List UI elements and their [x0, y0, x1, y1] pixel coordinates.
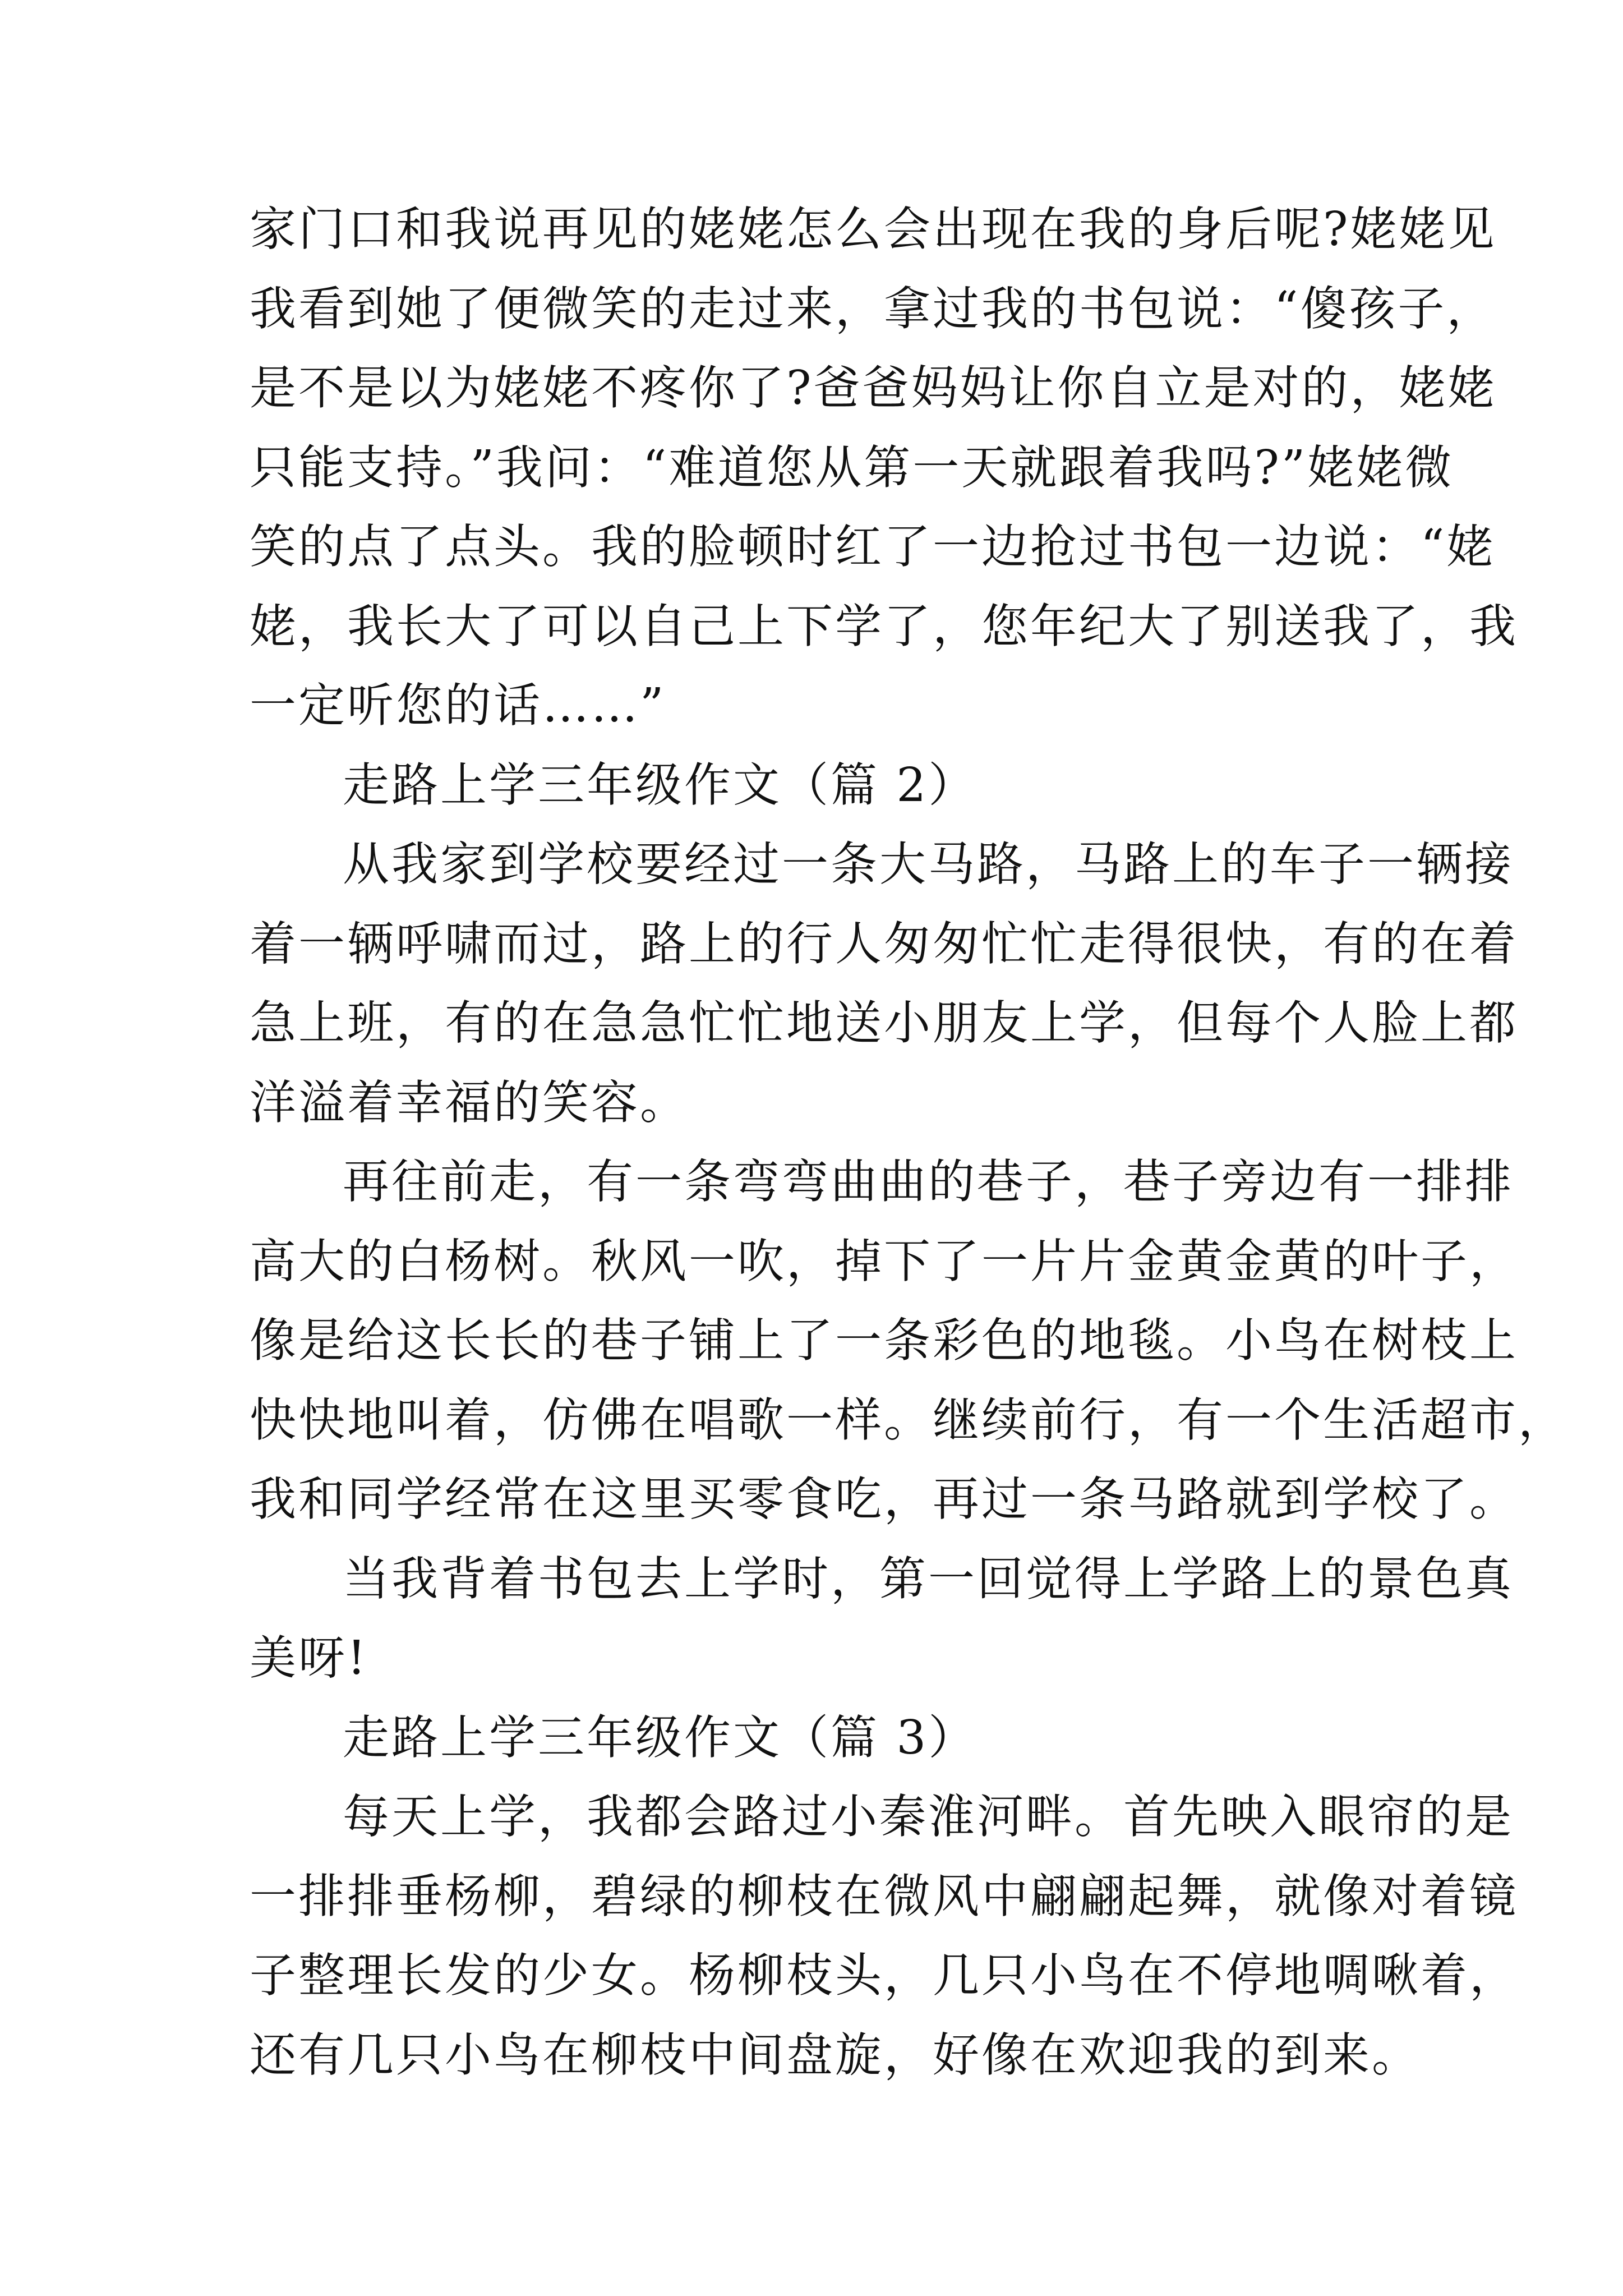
text-line: 子整理长发的少女。杨柳枝头，几只小鸟在不停地啁啾着，: [250, 1948, 1518, 2003]
section-heading: 走路上学三年级作文（篇 2）: [343, 757, 978, 812]
paragraph-start-line: 每天上学，我都会路过小秦淮河畔。首先映入眼帘的是: [343, 1789, 1514, 1844]
text-line: 只能支持。”我问：“难道您从第一天就跟着我吗?”姥姥微: [250, 440, 1454, 495]
text-line: 美呀!: [250, 1631, 368, 1685]
text-line: 高大的白杨树。秋风一吹，掉下了一片片金黄金黄的叶子，: [250, 1234, 1518, 1289]
text-line: 笑的点了点头。我的脸顿时红了一边抢过书包一边说：“姥: [250, 519, 1496, 574]
paragraph-start-line: 当我背着书包去上学时，第一回觉得上学路上的景色真: [343, 1551, 1514, 1606]
text-line: 急上班，有的在急急忙忙地送小朋友上学，但每个人脸上都: [250, 996, 1518, 1050]
text-line: 着一辆呼啸而过，路上的行人匆匆忙忙走得很快，有的在着: [250, 916, 1518, 971]
text-line: 一排排垂杨柳，碧绿的柳枝在微风中翩翩起舞，就像对着镜: [250, 1869, 1518, 1924]
text-line: 我看到她了便微笑的走过来，拿过我的书包说：“傻孩子，: [250, 281, 1496, 336]
text-line: 洋溢着幸福的笑容。: [250, 1075, 689, 1130]
text-line: 还有几只小鸟在柳枝中间盘旋，好像在欢迎我的到来。: [250, 2027, 1421, 2082]
document-body: [250, 190, 1567, 2095]
text-line: 我和同学经常在这里买零食吃，再过一条马路就到学校了。: [250, 1472, 1518, 1526]
paragraph-start-line: 再往前走，有一条弯弯曲曲的巷子，巷子旁边有一排排: [343, 1154, 1514, 1209]
section-heading: 走路上学三年级作文（篇 3）: [343, 1710, 978, 1765]
text-line: 是不是以为姥姥不疼你了?爸爸妈妈让你自立是对的，姥姥: [250, 361, 1497, 415]
text-line: 像是给这长长的巷子铺上了一条彩色的地毯。小鸟在树枝上: [250, 1313, 1518, 1368]
text-line: 家门口和我说再见的姥姥怎么会出现在我的身后呢?姥姥见: [250, 202, 1497, 256]
text-line: 一定听您的话……”: [250, 678, 666, 733]
text-line: 姥，我长大了可以自己上下学了，您年纪大了别送我了，我: [250, 599, 1518, 654]
text-line: 快快地叫着，仿佛在唱歌一样。继续前行，有一个生活超市，: [250, 1392, 1567, 1447]
paragraph-start-line: 从我家到学校要经过一条大马路，马路上的车子一辆接: [343, 837, 1514, 891]
